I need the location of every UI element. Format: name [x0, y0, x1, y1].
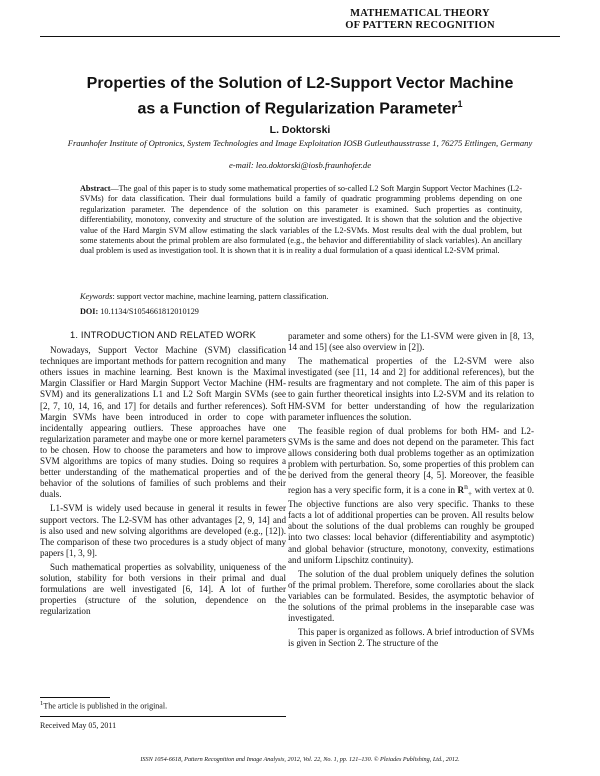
paragraph-text: The feasible region of dual problems for both HM- and L2-SVMs is the same and does not depend on the parameter. This fact allows considering both dual problems together as an optimization problem with perturbation. So, some properties of this problem can be derived from the general theory [4, 5]. Moreover, the feasible region has a very specific form, it is a cone in — [288, 425, 534, 496]
title-line-1: Properties of the Solution of L2-Support Vector Machine — [86, 75, 514, 92]
doi-label: DOI: — [80, 307, 99, 316]
received-rule — [40, 716, 286, 717]
doi-value: 10.1134/S1054661812010129 — [100, 307, 199, 316]
paragraph — [288, 426, 534, 566]
author-email: e-mail: leo.doktorski@iosb.fraunhofer.de — [228, 160, 372, 170]
journal-section-header — [300, 8, 540, 32]
abstract-text: The goal of this paper is to study some mathematical properties of so-called L2 Soft Margin Support Vector Machines (L2-SVMs) for data classification. Their dual formulations build a family of quadratic programming problems depending on one regularization parameter. The dependence of the solution on this parameter is examined. Such properties as continuity, differentiability, monotony, convexity and structure of the solution are investigated. It is shown that the solution and the objective value of the Hard Margin SVM allow estimating the slack variables of the L2-SVMs. Most results deal with the dual problem, but some statements about the primal problem are also formulated (e.g., the behavior and differentiability of slack variables). An ancillary dual problem is used as investigation tool. It is shown that it is in reality a dual formulation of a quasi identical L2-SVM primal. — [80, 184, 522, 256]
paragraph: Nowadays, Support Vector Machine (SVM) classification techniques are important methods for pattern recognition and many others issues in machine learning. Best known is the Maximal Margin Classifier or Hard Margin Support Vector Machine (HM-SVM) and its generalizations L1 and L2 Soft Margin SVMs (see [2, 7, 10, 14, 16, and 17] for details and further references). Soft Margin SVMs have been introduced in order to cope with incidentally appearing outliers. These approaches have one regularization parameter and maybe one or more kernel parameters to be chosen. How to choose the parameters and how to improve SVM algorithms are topics of many studies. Doing so requires a better understanding of the mathematical properties and of the behavior of the solutions of families of such problems and their duals. — [40, 345, 286, 500]
journal-line-1: MATHEMATICAL THEORY — [350, 8, 490, 19]
math-symbol-r: R — [457, 485, 465, 496]
abstract-dash: — — [110, 184, 119, 193]
title-line-2 — [40, 94, 560, 119]
right-column — [288, 331, 534, 652]
title-footnote-mark: 1 — [457, 99, 463, 109]
paragraph: The solution of the dual problem uniquely defines the solution of the primal problem. Therefore, some corollaries about the slack variables can be formulated. Besides, the asymptotic behavior of the solutions of the primal problems in the inseparable case was investigated. — [288, 568, 534, 624]
paragraph: The mathematical properties of the L2-SVM were also investigated (see [11, 14 and 2] for additional references), but the results are fragmentary and not complete. The aim of this paper is to gain further theoretical insights into L2-SVM and its relation to HM-SVM for better understanding of how the regularization parameter influences the solution. — [288, 356, 534, 422]
footnote-rule — [40, 697, 110, 698]
paragraph: Such mathematical properties as solvability, uniqueness of the solution, stability for both versions in their primal and dual formulations are well investigated [6, 14]. A lot of further properties (structure of the solution, dependence on the regularization — [40, 561, 286, 617]
abstract-label: Abstract — [80, 184, 111, 193]
section-heading: 1. INTRODUCTION AND RELATED WORK — [70, 330, 256, 340]
abstract — [80, 184, 522, 257]
keywords: Keywords: support vector machine, machine learning, pattern classification. — [80, 292, 329, 301]
footnote-mark: 1 — [40, 700, 44, 707]
footnote-text: The article is published in the original. — [43, 701, 168, 711]
header-rule — [40, 36, 560, 37]
journal-line-2: OF PATTERN RECOGNITION — [345, 20, 495, 31]
title-line-2-text: as a Function of Regularization Parameter — [137, 100, 458, 118]
keywords-text: support vector machine, machine learning, pattern classification. — [116, 292, 329, 301]
paragraph: parameter and some others) for the L1-SVM were given in [8, 13, 14 and 15] (see also overview in [2]). — [288, 331, 534, 353]
left-column — [40, 330, 286, 620]
footnote — [40, 700, 286, 711]
paragraph: This paper is organized as follows. A brief introduction of SVMs is given in Section 2. The structure of the — [288, 627, 534, 649]
math-subscript: + — [467, 489, 473, 499]
paragraph: L1-SVM is widely used because in general it results in fewer support vectors. The L2-SVM has other advantages [2, 9, 14] and is also used and new solving algorithms are developed (e.g., [12]). The comparison of these two procedures is a study object of many papers [1, 3, 9]. — [40, 503, 286, 558]
publication-footer: ISSN 1054-6618, Pattern Recognition and Image Analysis, 2012, Vol. 22, No. 1, pp. 121–130. © Pleiades Publishing, Ltd., 2012. — [140, 756, 460, 763]
keywords-label: Keywords — [80, 292, 113, 301]
paragraph-text: with vertex at 0. The objective functions are also very specific. Thanks to these facts a lot of additional properties can be proven. All results below about the solutions of the dual problems can roughly be grouped into two classes: local behavior (differentiability and asymptotic) and global behavior (structure, monotony, convexity, estimations and uniform Lipschitz continuity). — [288, 485, 535, 565]
author-name: L. Doktorski — [269, 124, 331, 136]
math-superscript: n — [464, 482, 468, 492]
author-affiliation: Fraunhofer Institute of Optronics, System Technologies and Image Exploitation IOSB Gutleuthausstrasse 1, 76275 Ettlingen, Germany — [67, 138, 533, 148]
paper-title — [40, 74, 560, 119]
doi — [80, 307, 522, 316]
received-date: Received May 05, 2011 — [40, 721, 117, 730]
